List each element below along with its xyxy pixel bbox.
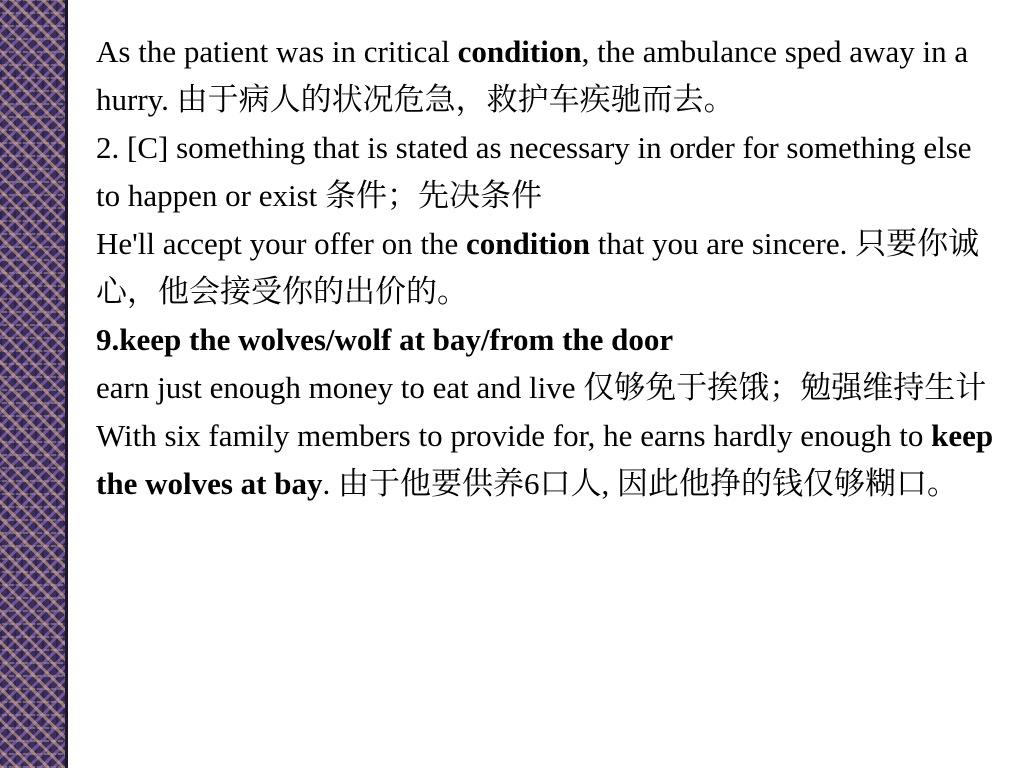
example-sentence-critical-condition [96,28,996,124]
sentence-text: He'll accept your offer on the [96,226,466,261]
sentence-text: With six family members to provide for, he earns hardly enough to [96,418,932,453]
keyword-condition: condition [465,226,591,261]
keyword-keep-the-wolves-at-bay: keep the wolves at bay [96,418,994,501]
definition-text: 2. [C] something that is stated as necessary in order for something else to happen or exist 条件；先决条件 [96,130,972,213]
sentence-text: As the patient was in critical [96,34,458,69]
sentence-text: , the ambulance sped away in a hurry. 由于病人的状况危急，救护车疾驰而去。 [96,34,969,117]
phrase-heading-9 [96,316,996,364]
definition-2 [96,124,996,220]
definition-text: earn just enough money to eat and live 仅够免于挨饿；勉强维持生计 [96,370,987,405]
decorative-side-border [0,0,68,768]
example-sentence-wolves [96,412,996,508]
sentence-text: . 由于他要供养6口人, 因此他挣的钱仅够糊口。 [322,466,958,501]
sentence-text: that you are sincere. 只要你诚心，他会接受你的出价的。 [96,226,980,309]
phrase-definition [96,364,996,412]
slide-content [96,28,996,508]
phrase-heading-text: 9.keep the wolves/wolf at bay/from the door [96,322,674,357]
example-sentence-offer [96,220,996,316]
keyword-condition: condition [457,34,582,69]
